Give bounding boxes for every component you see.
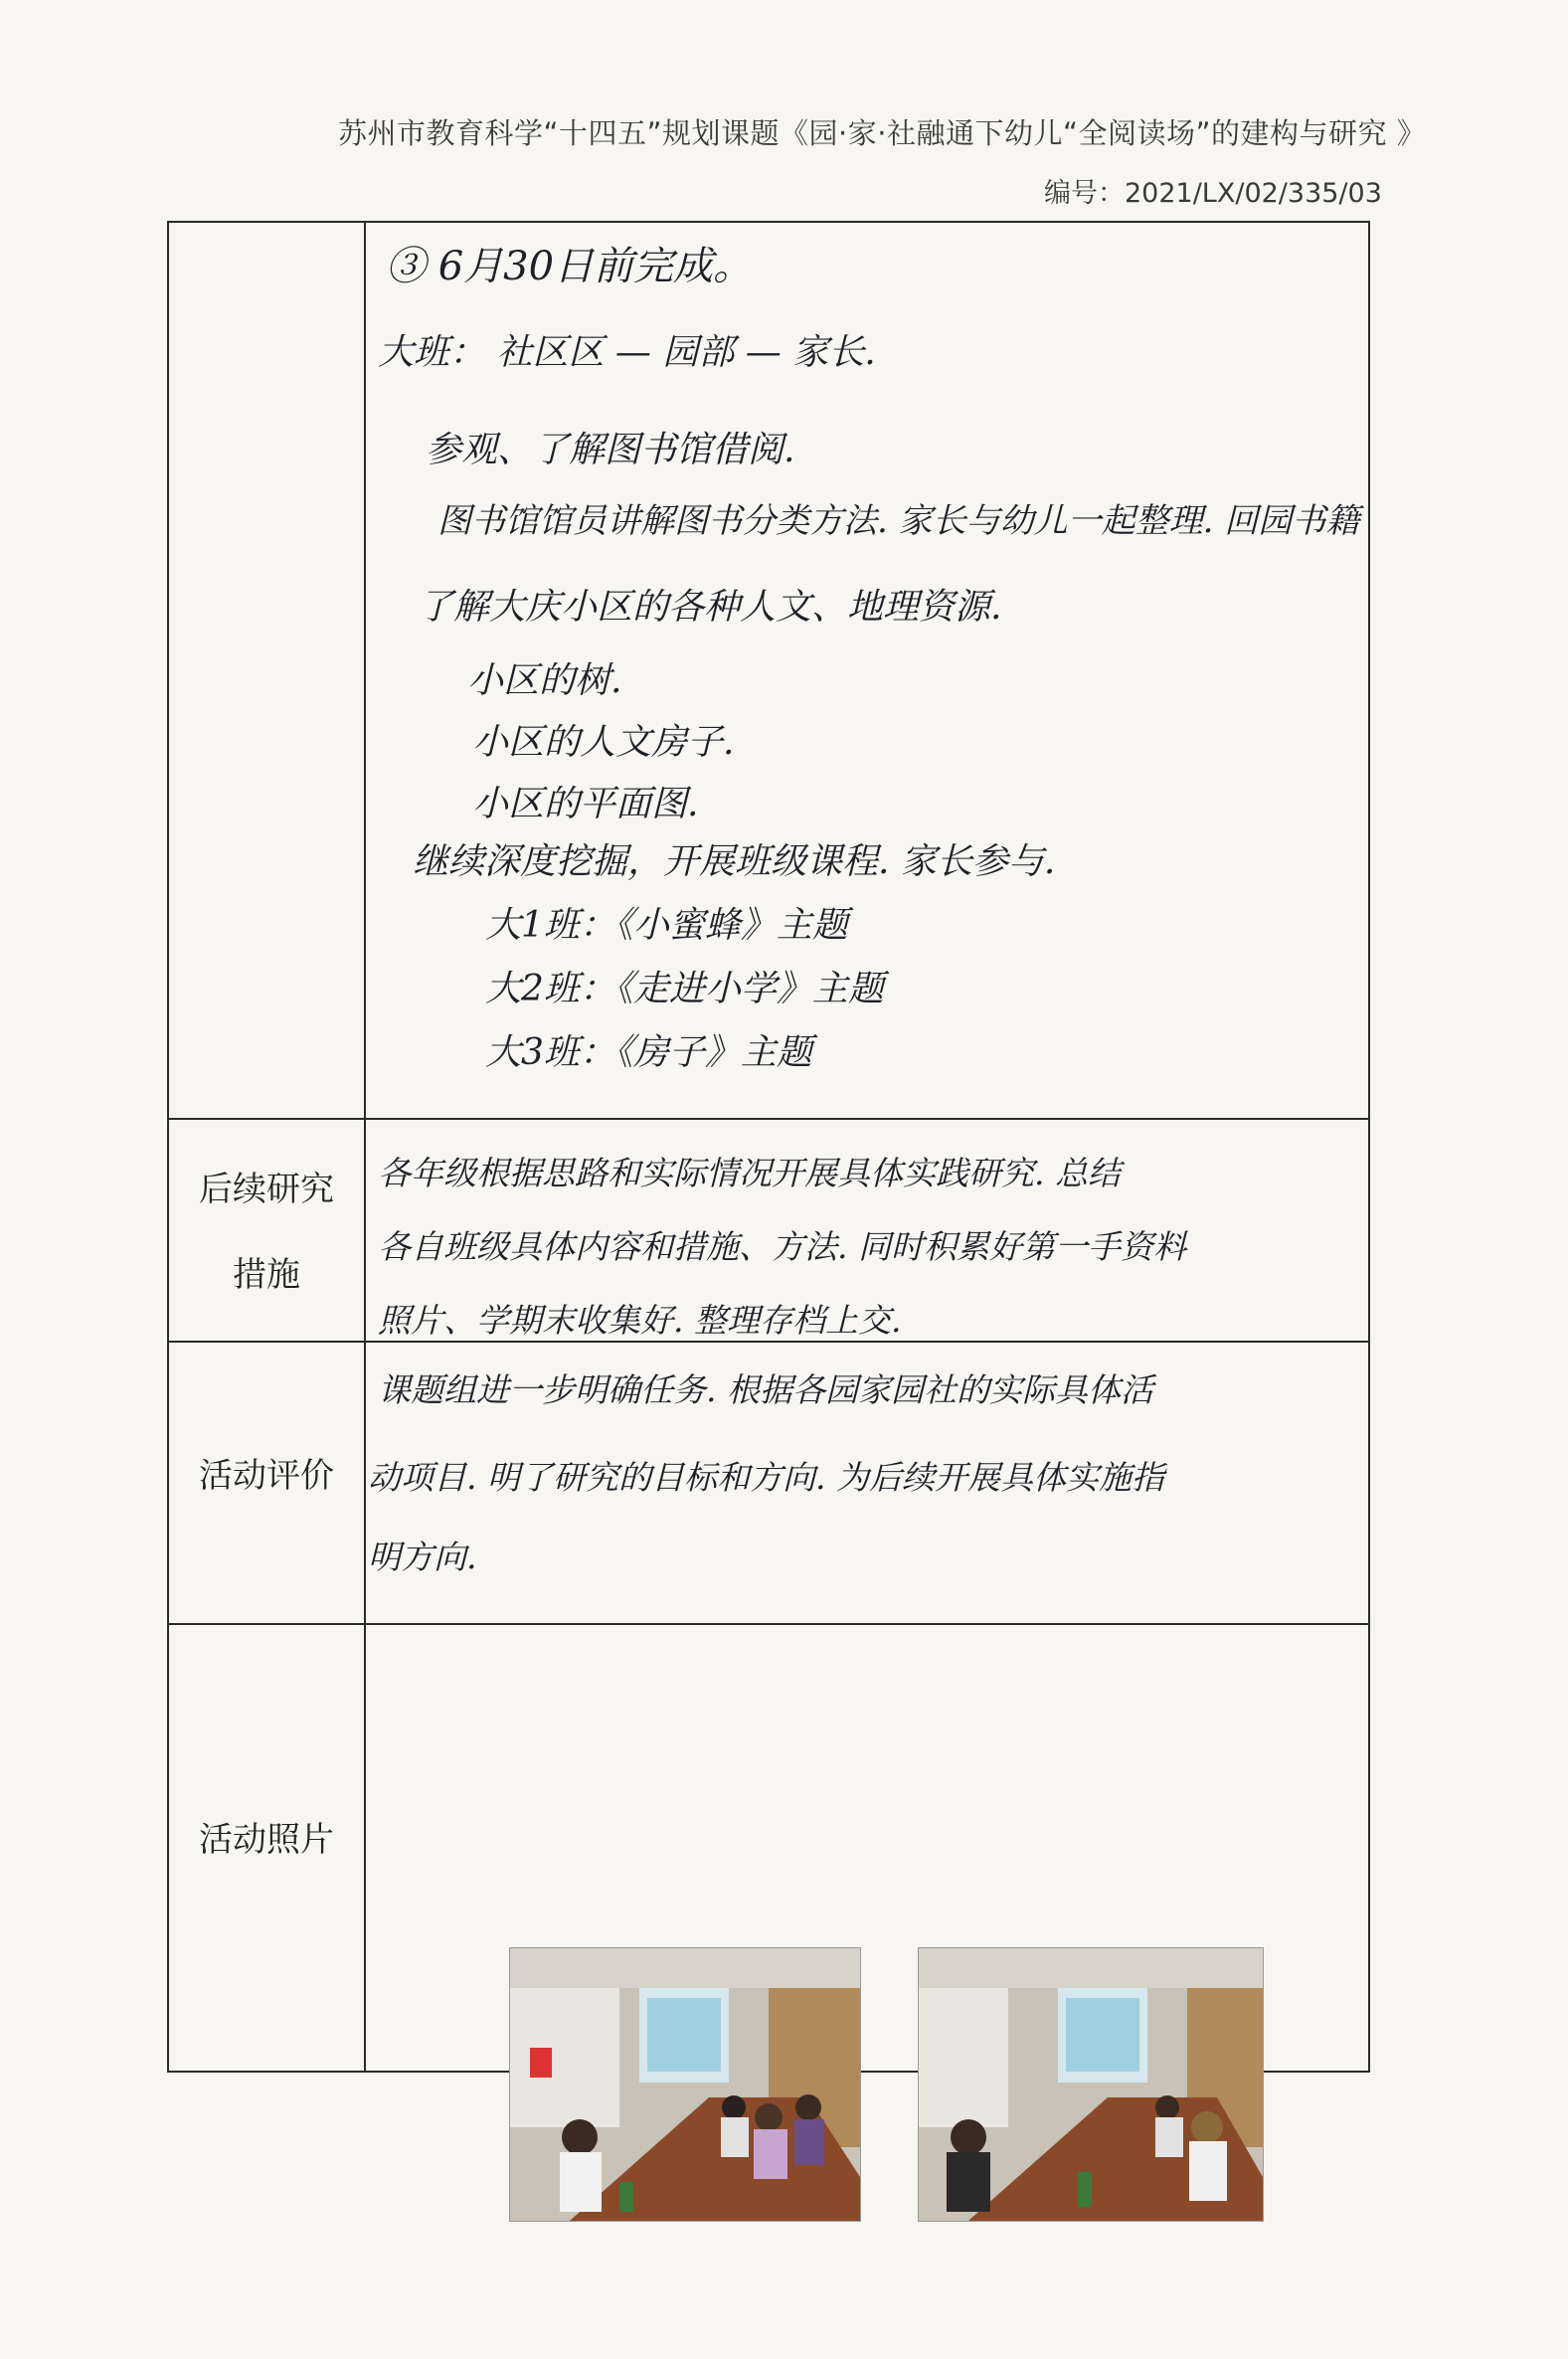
row-divider [169, 1623, 1368, 1625]
photos-label: 活动照片 [199, 1820, 334, 1860]
evaluation-text-line: 课题组进一步明确任务. 根据各园家园社的实际具体活 [378, 1370, 1153, 1409]
row-divider [169, 1341, 1368, 1343]
plan-line: 大1班：《小蜜蜂》主题 [485, 905, 848, 946]
plan-line: 小区的人文房子. [472, 722, 735, 763]
plan-line: 大班： 社区区 — 园部 — 家长. [378, 332, 876, 373]
plan-line: ③ 6月30日前完成。 [386, 244, 754, 289]
followup-label-1: 后续研究 [199, 1170, 334, 1209]
followup-text-line: 各年级根据思路和实际情况开展具体实践研究. 总结 [378, 1154, 1121, 1192]
plan-line: 小区的树. [467, 660, 622, 701]
plan-line: 参观、了解图书馆借阅. [426, 430, 795, 470]
document-code: 编号：2021/LX/02/335/03 [1044, 178, 1382, 209]
meeting-room-photo-icon [919, 1948, 1263, 2221]
record-table [167, 221, 1370, 2073]
activity-photo-2 [918, 1947, 1264, 2222]
plan-line: 图书馆馆员讲解图书分类方法. 家长与幼儿一起整理. 回园书籍 [437, 501, 1360, 541]
row-divider [169, 1118, 1368, 1120]
column-divider [364, 223, 366, 2071]
plan-line: 小区的平面图. [472, 784, 699, 824]
followup-label-2: 措施 [233, 1255, 300, 1295]
document-header-title: 苏州市教育科学“十四五”规划课题《园·家·社融通下幼儿“全阅读场”的建构与研究 》 [338, 116, 1427, 150]
plan-line: 继续深度挖掘，开展班级课程. 家长参与. [413, 841, 1056, 882]
plan-line: 大2班：《走进小学》主题 [485, 969, 884, 1009]
followup-text-line: 各自班级具体内容和措施、方法. 同时积累好第一手资料 [378, 1227, 1186, 1266]
evaluation-label: 活动评价 [199, 1456, 334, 1496]
evaluation-text-line: 动项目. 明了研究的目标和方向. 为后续开展具体实施指 [368, 1458, 1164, 1497]
activity-photo-1 [509, 1947, 861, 2222]
plan-line: 大3班：《房子》主题 [485, 1032, 812, 1073]
meeting-room-photo-icon [510, 1948, 860, 2221]
followup-text-line: 照片、学期末收集好. 整理存档上交. [378, 1301, 902, 1340]
evaluation-text-line: 明方向. [368, 1538, 477, 1576]
plan-line: 了解大庆小区的各种人文、地理资源. [418, 587, 1002, 628]
